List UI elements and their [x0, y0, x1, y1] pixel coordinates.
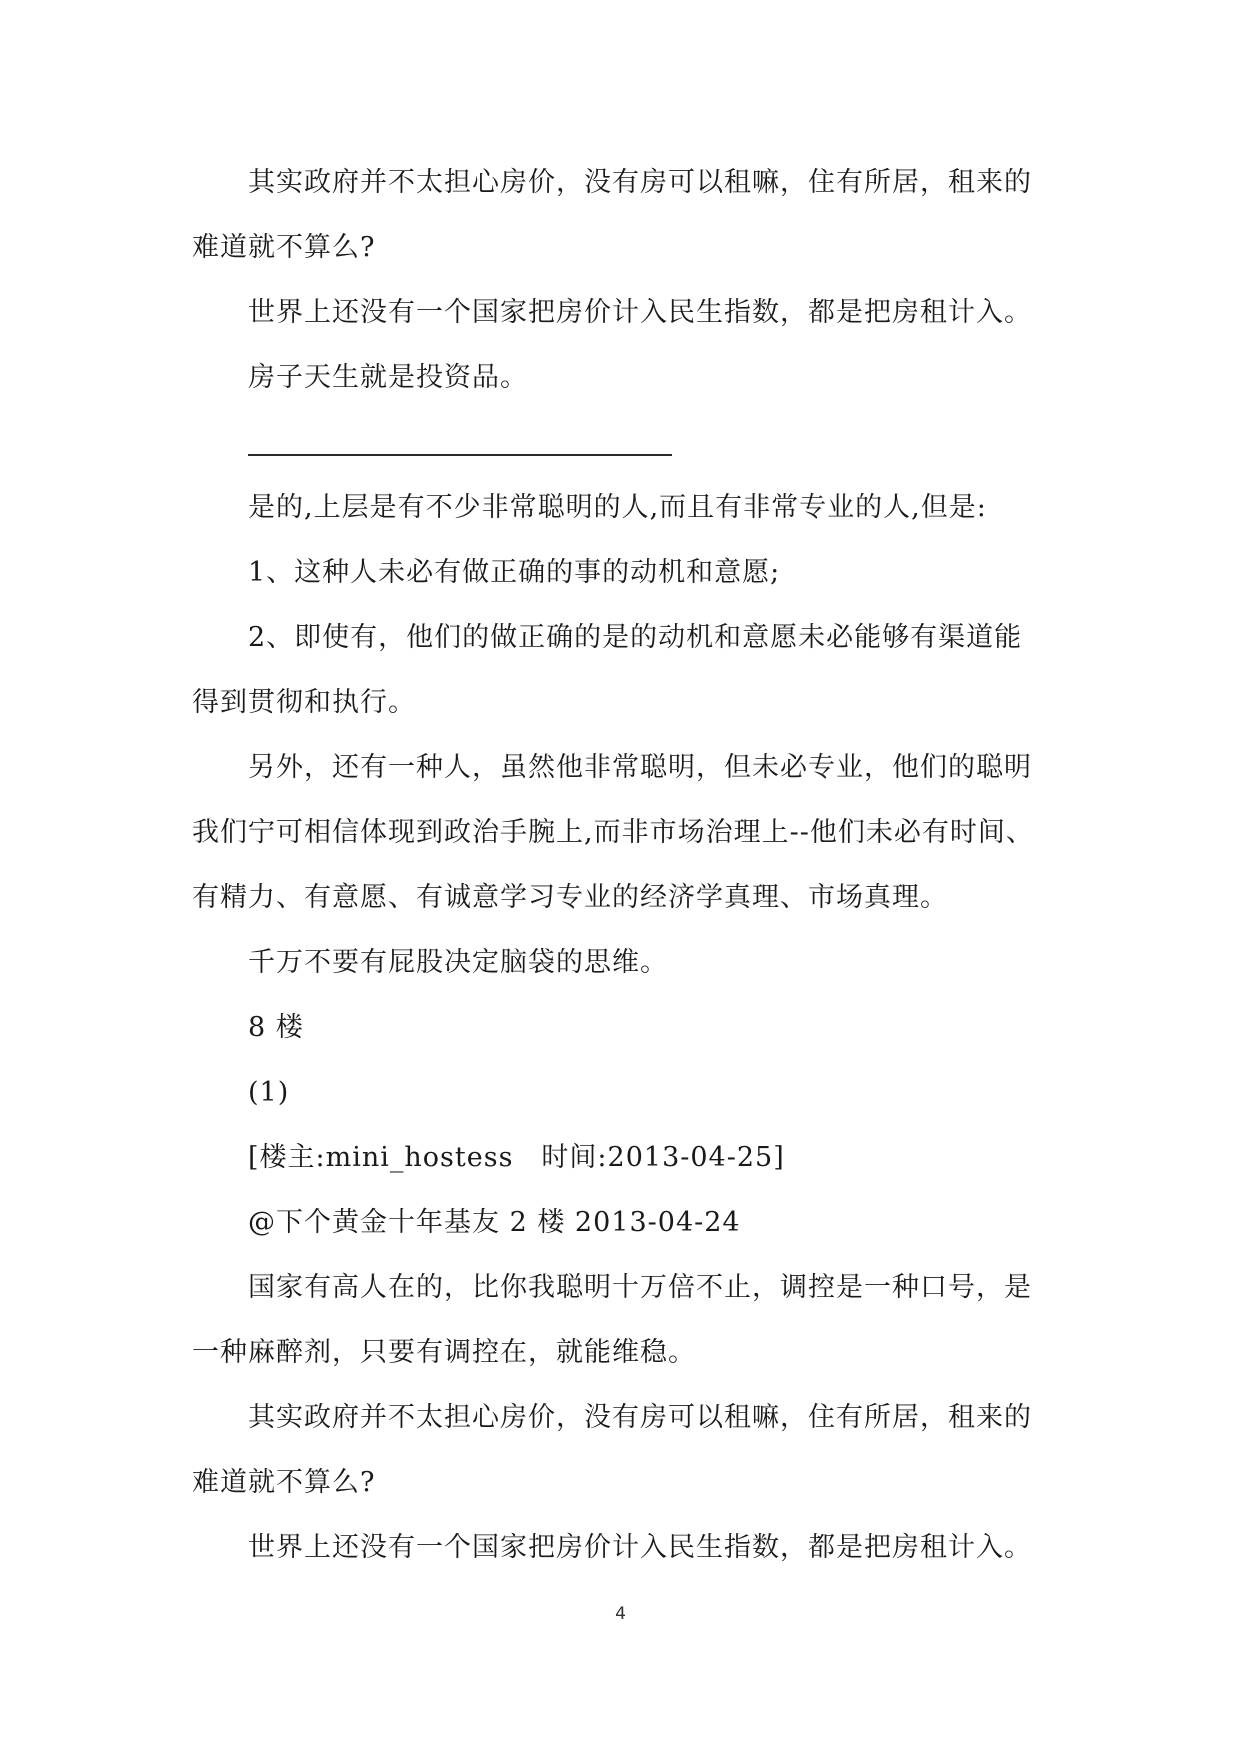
paragraph-line: 世界上还没有一个国家把房价计入民生指数，都是把房租计入。 — [248, 297, 1032, 328]
paragraph-line: 得到贯彻和执行。 — [192, 687, 416, 718]
quote-header: @下个黄金十年基友 2 楼 2013-04-24 — [248, 1207, 741, 1238]
paragraph-line: 另外，还有一种人，虽然他非常聪明，但未必专业，他们的聪明 — [248, 752, 1032, 783]
reply-index: (1) — [248, 1077, 290, 1108]
paragraph-line: 是的,上层是有不少非常聪明的人,而且有非常专业的人,但是: — [248, 492, 987, 523]
post-meta: [楼主:mini_hostess 时间:2013-04-25] — [248, 1142, 785, 1173]
paragraph-line: 国家有高人在的，比你我聪明十万倍不止，调控是一种口号，是 — [248, 1272, 1032, 1303]
floor-label: 8 楼 — [248, 1012, 304, 1043]
paragraph-line: 千万不要有屁股决定脑袋的思维。 — [248, 947, 668, 978]
paragraph-line: 难道就不算么? — [192, 232, 376, 263]
list-item: 1、这种人未必有做正确的事的动机和意愿; — [248, 557, 781, 588]
paragraph-line: 一种麻醉剂，只要有调控在，就能维稳。 — [192, 1337, 696, 1368]
page-number: 4 — [615, 1604, 626, 1624]
paragraph-line: 难道就不算么? — [192, 1467, 376, 1498]
paragraph-line: 其实政府并不太担心房价，没有房可以租嘛，住有所居，租来的 — [248, 167, 1032, 198]
paragraph-line: 房子天生就是投资品。 — [248, 362, 528, 393]
paragraph-line: 其实政府并不太担心房价，没有房可以租嘛，住有所居，租来的 — [248, 1402, 1032, 1433]
page-content — [192, 150, 1062, 1580]
list-item: 2、即使有，他们的做正确的是的动机和意愿未必能够有渠道能 — [248, 622, 1023, 653]
horizontal-divider — [192, 410, 1062, 475]
paragraph-line: 世界上还没有一个国家把房价计入民生指数，都是把房租计入。 — [248, 1532, 1032, 1563]
paragraph-line: 有精力、有意愿、有诚意学习专业的经济学真理、市场真理。 — [192, 882, 948, 913]
paragraph-line: 我们宁可相信体现到政治手腕上,而非市场治理上--他们未必有时间、 — [192, 817, 1034, 848]
